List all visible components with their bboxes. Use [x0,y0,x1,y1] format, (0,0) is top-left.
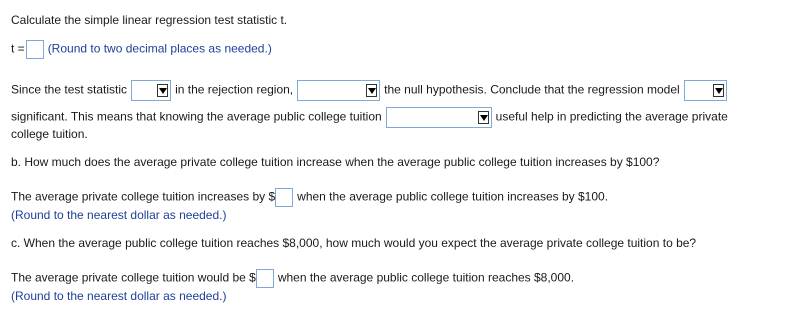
t-statistic-input[interactable] [26,40,44,59]
part-c-question: c. When the average public college tuition reaches $8,000, how much would you expect the average private college tuition to be? [11,236,697,250]
college-tuition-text: college tuition. [11,127,88,141]
t-label: t = [11,41,25,56]
part-b-question: b. How much does the average private college tuition increase when the average public college tuition increases by $100? [11,155,660,169]
useful-help-text: useful help in predicting the average private [495,109,728,124]
dropdown-arrow-icon[interactable] [713,84,724,97]
part-c-answer-pre: The average private college tuition would be $ [11,270,256,285]
part-b-answer-post: when the average public college tuition increases by $100. [297,189,609,204]
is-isnot-dropdown[interactable] [131,80,171,101]
dropdown-arrow-icon[interactable] [478,111,489,124]
t-rounding-hint: (Round to two decimal places as needed.) [47,41,272,56]
part-a-question: Calculate the simple linear regression test statistic t. [11,13,288,27]
part-c-rounding-hint: (Round to the nearest dollar as needed.) [11,289,227,303]
null-hypothesis-text: the null hypothesis. Conclude that the regression model [384,82,680,97]
part-c-answer-row [11,269,574,288]
t-statistic-row [11,40,272,59]
rejection-region-text: in the rejection region, [175,82,294,97]
since-text: Since the test statistic [11,82,128,97]
conclusion-row-1 [11,80,727,101]
part-c-answer-post: when the average public college tuition reaches $8,000. [277,270,575,285]
part-b-answer-row [11,188,608,207]
conclusion-row-2 [11,107,728,128]
part-b-answer-pre: The average private college tuition increases by $ [11,189,276,204]
useful-dropdown[interactable] [386,107,492,128]
tuition-increase-input[interactable] [275,188,293,207]
part-b-rounding-hint: (Round to the nearest dollar as needed.) [11,208,227,222]
expected-tuition-input[interactable] [256,269,274,288]
dropdown-arrow-icon[interactable] [157,84,168,97]
model-significance-dropdown[interactable] [684,80,727,101]
reject-dropdown[interactable] [297,80,380,101]
significant-text: significant. This means that knowing the average public college tuition [11,109,382,124]
dropdown-arrow-icon[interactable] [366,84,377,97]
